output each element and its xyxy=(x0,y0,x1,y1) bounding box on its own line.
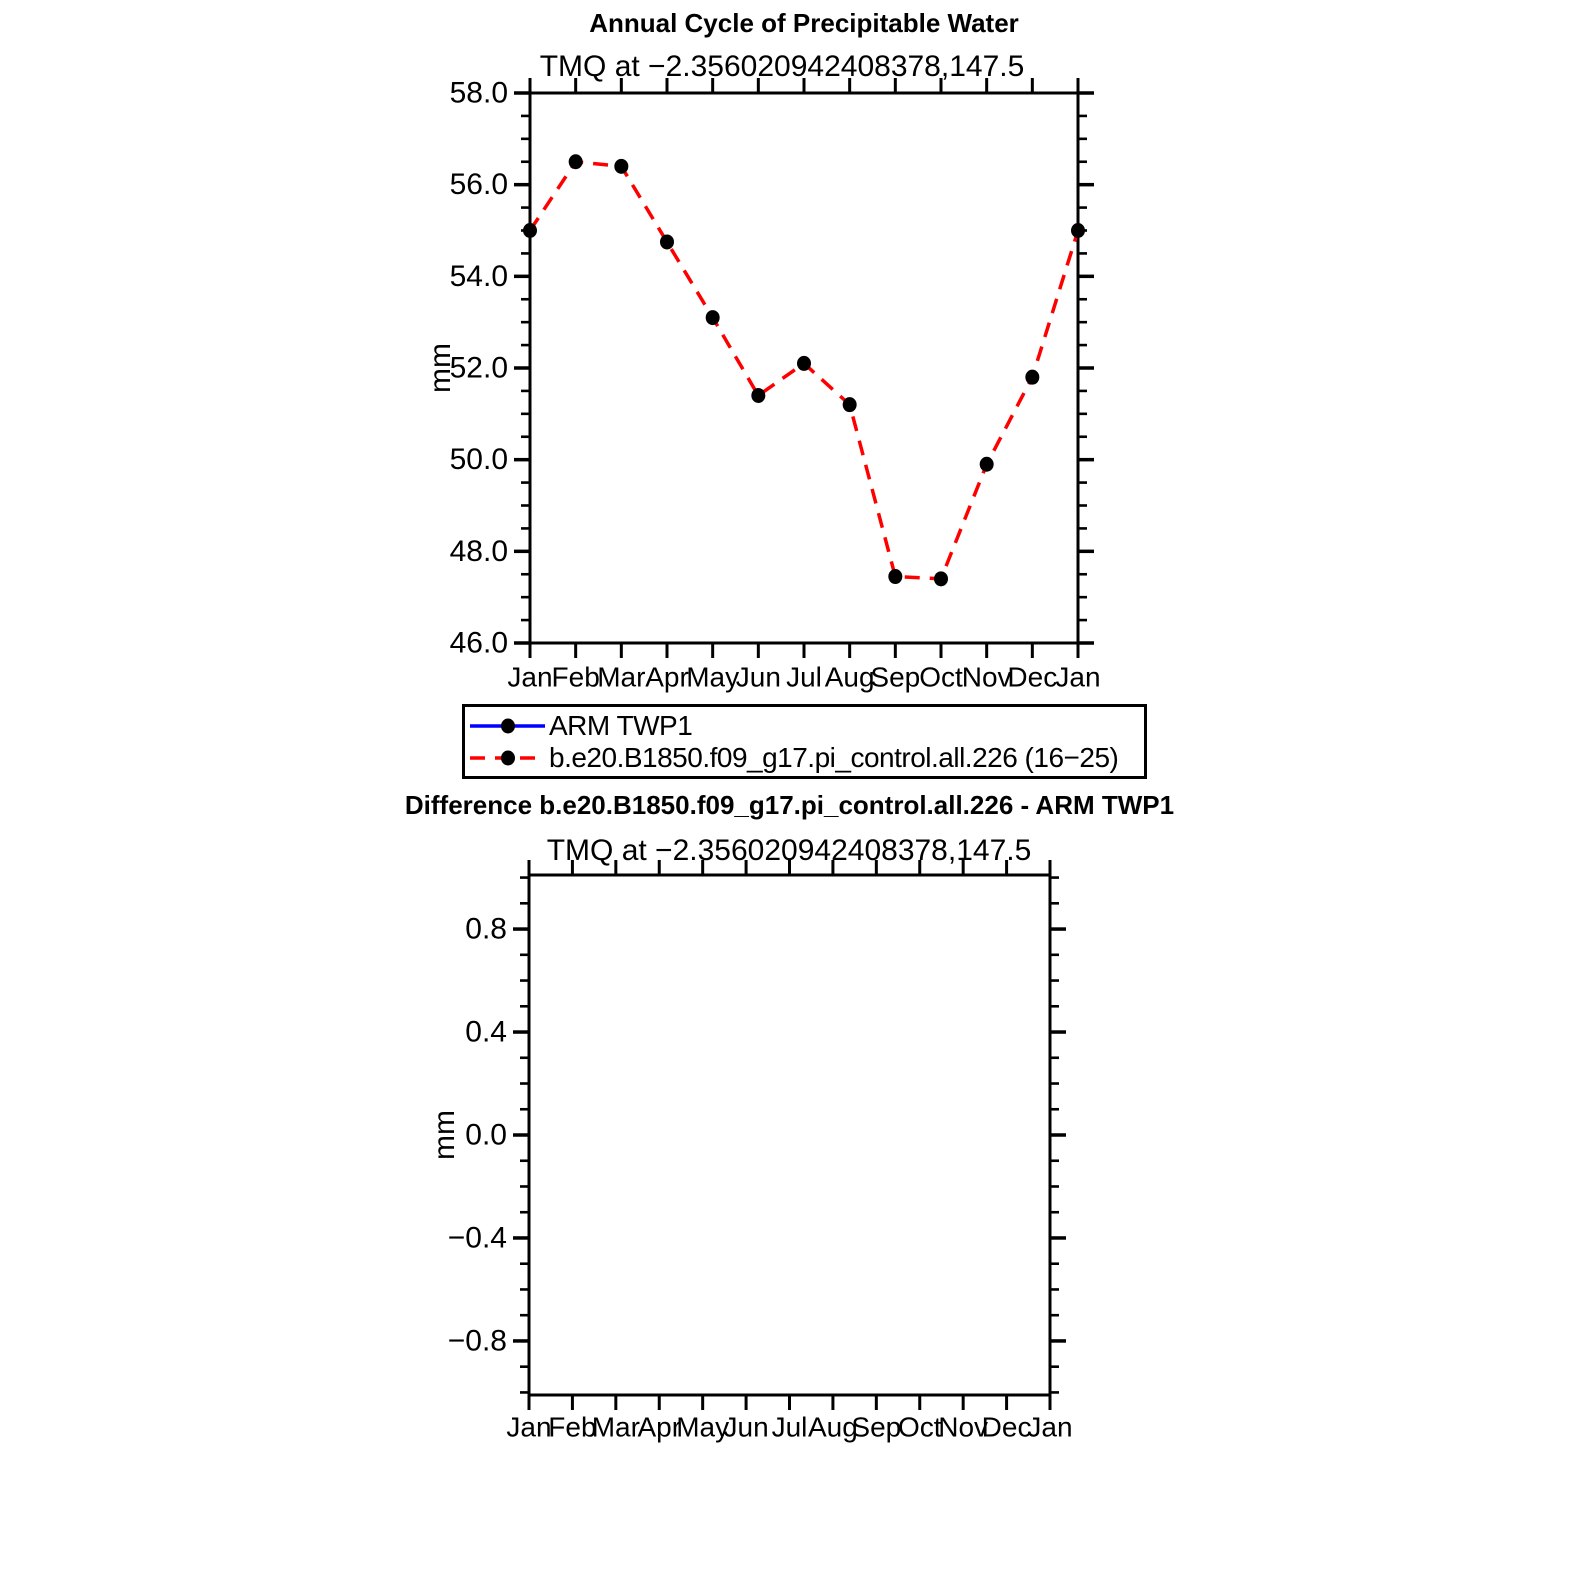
data-point xyxy=(614,159,628,174)
y-tick-label: 54.0 xyxy=(449,259,508,293)
x-tick-label: Oct xyxy=(919,661,963,693)
x-tick-label: Apr xyxy=(645,661,689,693)
x-tick-label: Sep xyxy=(870,661,921,693)
y-tick-label: 0.8 xyxy=(465,912,507,946)
data-point xyxy=(934,571,948,586)
x-tick-label: Nov xyxy=(938,1411,989,1443)
data-point xyxy=(660,234,674,249)
data-point-markers xyxy=(523,154,1085,586)
x-tick-label: Aug xyxy=(808,1411,858,1443)
x-tick-label: May xyxy=(686,661,740,693)
data-point xyxy=(1071,223,1085,238)
x-tick-label: Jan xyxy=(1055,661,1101,693)
y-tick-label: −0.4 xyxy=(447,1221,507,1255)
y-tick-label: 0.0 xyxy=(465,1118,507,1152)
y-tick-label: 46.0 xyxy=(449,626,508,660)
x-tick-label: Jan xyxy=(506,1411,552,1443)
data-point xyxy=(706,310,720,325)
x-tick-label: Jan xyxy=(507,661,553,693)
y-tick-label: 50.0 xyxy=(449,443,508,477)
annual-cycle-chart xyxy=(450,77,1101,693)
x-tick-label: Apr xyxy=(637,1411,682,1443)
legend-marker-dot xyxy=(501,718,515,733)
x-tick-label: Jul xyxy=(786,661,822,693)
x-tick-label: Mar xyxy=(591,1411,640,1443)
x-tick-label: Jul xyxy=(771,1411,808,1443)
x-tick-label: Jun xyxy=(735,661,781,693)
legend xyxy=(462,704,1147,779)
x-tick-label: May xyxy=(676,1411,730,1443)
x-tick-label: Jan xyxy=(1027,1411,1073,1443)
y-tick-label: 48.0 xyxy=(449,534,508,568)
x-tick-label: Dec xyxy=(981,1411,1032,1443)
x-tick-label: Nov xyxy=(961,661,1012,693)
chart1-title: Annual Cycle of Precipitable Water xyxy=(589,8,1019,38)
x-tick-label: Oct xyxy=(897,1411,942,1443)
y-tick-label: 52.0 xyxy=(449,351,508,385)
plot-frame xyxy=(529,875,1050,1395)
x-tick-label: Dec xyxy=(1007,661,1058,693)
chart2-y-axis-label: mm xyxy=(428,1110,461,1160)
data-point xyxy=(797,356,811,371)
y-tick-label: −0.8 xyxy=(447,1324,507,1358)
chart2-title: Difference b.e20.B1850.f09_g17.pi_control.all.226 - ARM TWP1 xyxy=(404,790,1175,820)
data-point xyxy=(980,457,994,472)
data-point xyxy=(751,388,765,403)
data-point xyxy=(523,223,537,238)
legend-swatch-solid-line xyxy=(465,714,549,738)
data-point xyxy=(569,154,583,169)
y-axis-ticks xyxy=(450,77,1094,660)
chart1-y-axis-label: mm xyxy=(424,343,457,393)
y-tick-label: 0.4 xyxy=(465,1015,507,1049)
x-tick-label: Sep xyxy=(851,1411,902,1443)
legend-entry-model xyxy=(465,742,1144,774)
data-point xyxy=(888,569,902,584)
x-tick-label: Jun xyxy=(723,1411,769,1443)
chart1-subtitle: TMQ at −2.356020942408378,147.5 xyxy=(539,50,1025,83)
x-axis-ticks xyxy=(506,860,1072,1443)
y-axis-ticks xyxy=(448,878,1066,1393)
legend-entry-arm-twp1 xyxy=(465,710,1144,742)
legend-swatch-dashed-line xyxy=(465,746,549,770)
legend-marker-dot xyxy=(501,750,515,765)
x-tick-label: Feb xyxy=(548,1411,597,1443)
data-point xyxy=(843,397,857,412)
legend-label-arm-twp1: ARM TWP1 xyxy=(549,709,693,741)
y-tick-label: 58.0 xyxy=(449,76,508,110)
x-tick-label: Aug xyxy=(824,661,875,693)
chart2-subtitle: TMQ at −2.356020942408378,147.5 xyxy=(546,834,1032,867)
difference-chart xyxy=(448,860,1073,1443)
y-tick-label: 56.0 xyxy=(449,168,508,202)
x-tick-label: Feb xyxy=(551,661,600,693)
legend-label-model: b.e20.B1850.f09_g17.pi_control.all.226 (16−25) xyxy=(549,741,1119,773)
data-point xyxy=(1025,370,1039,385)
x-tick-label: Mar xyxy=(597,661,646,693)
x-axis-ticks xyxy=(507,78,1100,693)
